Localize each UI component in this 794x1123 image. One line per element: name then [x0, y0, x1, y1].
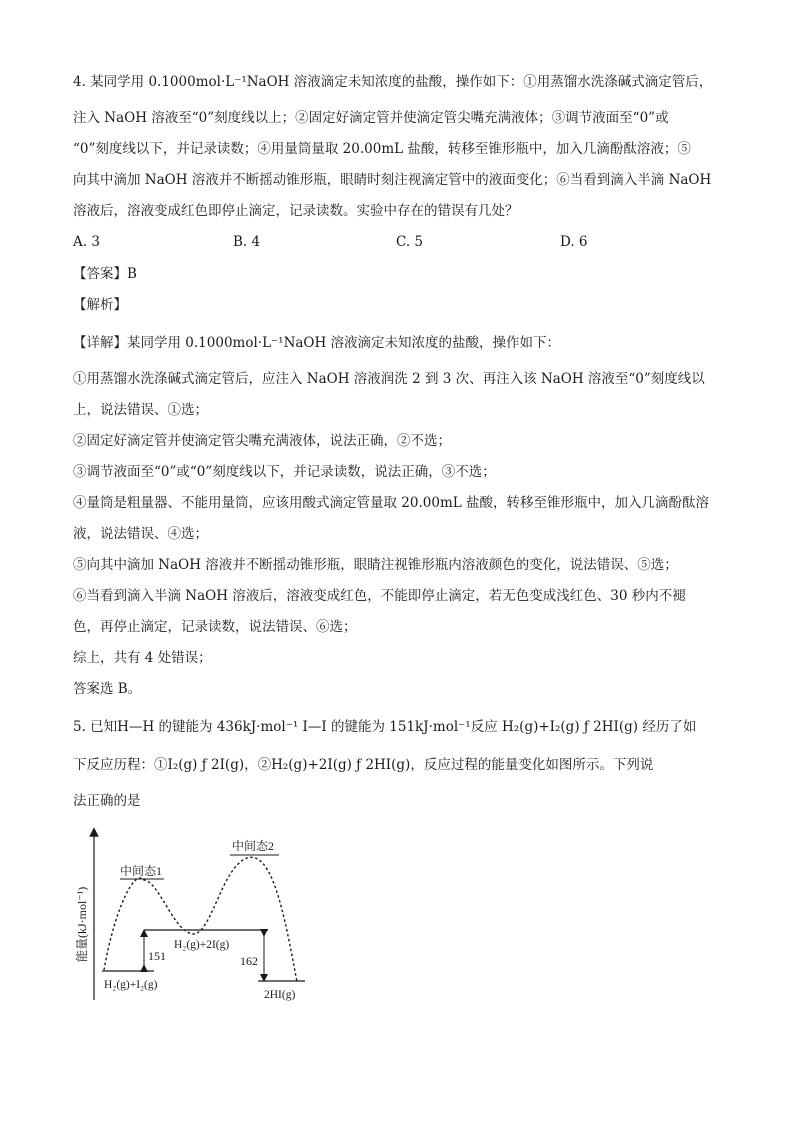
q4-answer: 【答案】B: [73, 266, 137, 282]
q4-option-c: C. 5: [396, 234, 424, 250]
q4-stem-line-1: 4. 某同学用 0.1000mol·L⁻¹NaOH 溶液滴定未知浓度的盐酸，操作如下：①用蒸馏水洗涤碱式滴定管后，: [73, 74, 713, 90]
ts2-label: 中间态2: [232, 839, 275, 853]
q4-detail-line-10: 色，再停止滴定，记录读数，说法错误、⑥选；: [73, 619, 357, 635]
q5-stem-line-1: 5. 已知H—H 的键能为 436kJ·mol⁻¹ I—I 的键能为 151kJ·mol⁻¹反应 H₂(g)+I₂(g) ƒ 2HI(g) 经历了如: [73, 719, 697, 735]
q4-detail-line-9: ⑥当看到滴入半滴 NaOH 溶液后，溶液变成红色，不能即停止滴定，若无色变成浅红色、30 秒内不褪: [73, 588, 686, 604]
q4-stem-line-4: 向其中滴加 NaOH 溶液并不断摇动锥形瓶，眼睛时刻注视滴定管中的液面变化；⑥当看到滴入半滴 NaOH: [73, 172, 712, 188]
q4-option-b: B. 4: [233, 234, 261, 250]
q4-detail-line-2: ①用蒸馏水洗涤碱式滴定管后，应注入 NaOH 溶液润洗 2 到 3 次、再注入该 NaOH 溶液至“0”刻度线以: [73, 371, 705, 387]
q4-stem-line-2: 注入 NaOH 溶液至“0”刻度线以上；②固定好滴定管并使滴定管尖嘴充满液体；③调节液面至“0”或: [73, 110, 669, 126]
q4-detail-line-1: 【详解】某同学用 0.1000mol·L⁻¹NaOH 溶液滴定未知浓度的盐酸，操作如下：: [73, 335, 561, 351]
q4-detail-line-11: 综上，共有 4 处错误；: [73, 650, 212, 666]
q4-detail-line-3: 上，说法错误、①选；: [73, 402, 208, 418]
q5-stem-line-2: 下反应历程：①I₂(g) ƒ 2I(g)，②H₂(g)+2I(g) ƒ 2HI(g)，反应过程的能量变化如图所示。下列说: [73, 757, 654, 773]
ts1-label: 中间态1: [120, 864, 163, 878]
energy-profile-diagram: [72, 822, 332, 1007]
q5-stem-line-3: 法正确的是: [73, 793, 141, 809]
q4-stem-line-5: 溶液后，溶液变成红色即停止滴定，记录读数。实验中存在的错误有几处？: [73, 203, 519, 219]
energy-axis-label: 能量(kJ·mol⁻¹): [75, 886, 89, 962]
gap-value-151: 151: [148, 949, 166, 963]
intermediate-label: H₂(g)+2I(g): [174, 939, 230, 951]
q4-analysis-heading: 【解析】: [73, 297, 127, 313]
q4-option-a: A. 3: [73, 234, 100, 250]
q4-detail-line-12: 答案选 B。: [73, 681, 142, 697]
q4-detail-line-8: ⑤向其中滴加 NaOH 溶液并不断摇动锥形瓶，眼睛注视锥形瓶内溶液颜色的变化，说法错误、⑤选；: [73, 557, 678, 573]
q4-stem-line-3: “0”刻度线以下，并记录读数；④用量筒量取 20.00mL 盐酸，转移至锥形瓶中，加入几滴酚酞溶液；⑤: [73, 141, 691, 157]
q4-detail-line-6: ④量筒是粗量器、不能用量筒，应该用酸式滴定管量取 20.00mL 盐酸，转移至锥形瓶中，加入几滴酚酞溶: [73, 495, 709, 511]
q4-detail-line-5: ③调节液面至“0”或“0”刻度线以下，并记录读数，说法正确，③不选；: [73, 464, 496, 480]
gap-value-162: 162: [240, 954, 258, 968]
product-label: 2HI(g): [264, 989, 296, 1001]
q4-detail-line-7: 液，说法错误、④选；: [73, 526, 208, 542]
q4-detail-line-4: ②固定好滴定管并使滴定管尖嘴充满液体，说法正确，②不选；: [73, 433, 451, 449]
reactant-label: H₂(g)+I₂(g): [104, 979, 158, 991]
q4-option-d: D. 6: [560, 234, 588, 250]
